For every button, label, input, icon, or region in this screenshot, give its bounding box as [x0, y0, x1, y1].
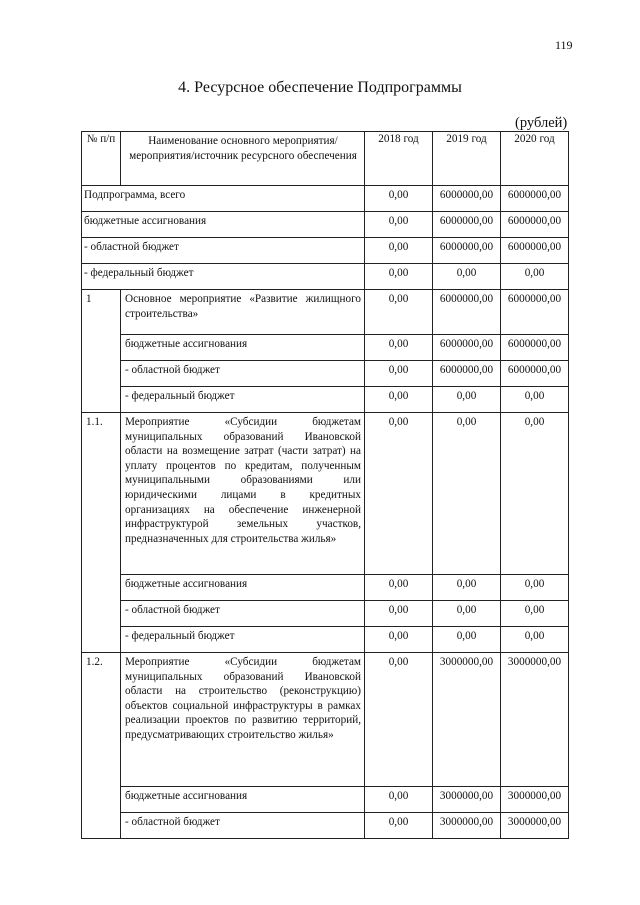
- value-2019: 3000000,00: [433, 813, 501, 839]
- item-name: Мероприятие «Субсидии бюджетам муниципальных образований Ивановской области на возмещение затрат (части затрат) на уплату процентов по кредитам, полученным муниципальными образованиями или юридическими лицами в кредитных организациях на обеспечение инженерной инфраструктурой земельных участков, предназначенных для строительства жилья»: [121, 413, 365, 575]
- row-label: бюджетные ассигнования: [121, 787, 365, 813]
- value-2018: 0,00: [365, 238, 433, 264]
- value-2020: 0,00: [501, 575, 569, 601]
- value-2020: 0,00: [501, 627, 569, 653]
- value-2018: 0,00: [365, 186, 433, 212]
- row-label: - областной бюджет: [121, 813, 365, 839]
- value-2018: 0,00: [365, 212, 433, 238]
- table-row: [82, 212, 569, 238]
- row-label: бюджетные ассигнования: [121, 335, 365, 361]
- row-label: - областной бюджет: [121, 361, 365, 387]
- table-row: [82, 387, 569, 413]
- resource-table: [81, 131, 569, 839]
- value-2020: 6000000,00: [501, 212, 569, 238]
- table-row: [82, 787, 569, 813]
- value-2019: 3000000,00: [433, 653, 501, 787]
- header-2018: 2018 год: [365, 132, 433, 186]
- group-row: [82, 290, 569, 335]
- value-2018: 0,00: [365, 264, 433, 290]
- table-header-row: [82, 132, 569, 186]
- value-2019: 3000000,00: [433, 787, 501, 813]
- table-row: [82, 186, 569, 212]
- value-2019: 6000000,00: [433, 290, 501, 335]
- value-2019: 6000000,00: [433, 212, 501, 238]
- value-2019: 0,00: [433, 601, 501, 627]
- value-2018: 0,00: [365, 653, 433, 787]
- table-row: [82, 601, 569, 627]
- row-label: - федеральный бюджет: [121, 387, 365, 413]
- table-row: [82, 575, 569, 601]
- item-name: Основное мероприятие «Развитие жилищного строительства»: [121, 290, 365, 335]
- value-2018: 0,00: [365, 413, 433, 575]
- value-2018: 0,00: [365, 813, 433, 839]
- table-row: [82, 264, 569, 290]
- table-row: [82, 238, 569, 264]
- value-2020: 6000000,00: [501, 290, 569, 335]
- value-2018: 0,00: [365, 387, 433, 413]
- group-row: [82, 653, 569, 787]
- item-number: 1.1.: [82, 413, 121, 653]
- table-row: [82, 627, 569, 653]
- value-2019: 0,00: [433, 387, 501, 413]
- item-name: Мероприятие «Субсидии бюджетам муниципальных образований Ивановской области на строительство (реконструкцию) объектов социальной инфраструктуры в рамках реализации проектов по развитию территорий, предусматривающих строительство жилья»: [121, 653, 365, 787]
- table-row: [82, 361, 569, 387]
- value-2020: 6000000,00: [501, 186, 569, 212]
- value-2019: 0,00: [433, 264, 501, 290]
- header-num: № п/п: [82, 132, 121, 186]
- header-2020: 2020 год: [501, 132, 569, 186]
- value-2019: 6000000,00: [433, 361, 501, 387]
- value-2018: 0,00: [365, 575, 433, 601]
- page-number: 119: [555, 38, 573, 52]
- row-label: бюджетные ассигнования: [82, 212, 365, 238]
- value-2020: 3000000,00: [501, 653, 569, 787]
- value-2018: 0,00: [365, 335, 433, 361]
- item-number: 1: [82, 290, 121, 413]
- header-2019: 2019 год: [433, 132, 501, 186]
- group-row: [82, 413, 569, 575]
- value-2020: 3000000,00: [501, 787, 569, 813]
- value-2018: 0,00: [365, 361, 433, 387]
- item-number: 1.2.: [82, 653, 121, 839]
- row-label: Подпрограмма, всего: [82, 186, 365, 212]
- value-2019: 6000000,00: [433, 335, 501, 361]
- value-2020: 0,00: [501, 387, 569, 413]
- row-label: - областной бюджет: [82, 238, 365, 264]
- value-2020: 6000000,00: [501, 238, 569, 264]
- value-2020: 0,00: [501, 601, 569, 627]
- value-2019: 0,00: [433, 627, 501, 653]
- value-2019: 0,00: [433, 575, 501, 601]
- table-row: [82, 335, 569, 361]
- value-2019: 0,00: [433, 413, 501, 575]
- resource-table-body: [82, 132, 569, 839]
- value-2020: 0,00: [501, 264, 569, 290]
- value-2018: 0,00: [365, 290, 433, 335]
- value-2020: 0,00: [501, 413, 569, 575]
- table-row: [82, 813, 569, 839]
- row-label: - областной бюджет: [121, 601, 365, 627]
- value-2018: 0,00: [365, 787, 433, 813]
- value-2020: 6000000,00: [501, 335, 569, 361]
- units-label: (рублей): [515, 115, 568, 131]
- header-name: Наименование основного мероприятия/мероприятия/источник ресурсного обеспечения: [121, 132, 365, 186]
- page-title: 4. Ресурсное обеспечение Подпрограммы: [178, 79, 462, 96]
- value-2020: 6000000,00: [501, 361, 569, 387]
- value-2018: 0,00: [365, 601, 433, 627]
- value-2019: 6000000,00: [433, 186, 501, 212]
- row-label: - федеральный бюджет: [121, 627, 365, 653]
- row-label: - федеральный бюджет: [82, 264, 365, 290]
- value-2019: 6000000,00: [433, 238, 501, 264]
- row-label: бюджетные ассигнования: [121, 575, 365, 601]
- value-2018: 0,00: [365, 627, 433, 653]
- value-2020: 3000000,00: [501, 813, 569, 839]
